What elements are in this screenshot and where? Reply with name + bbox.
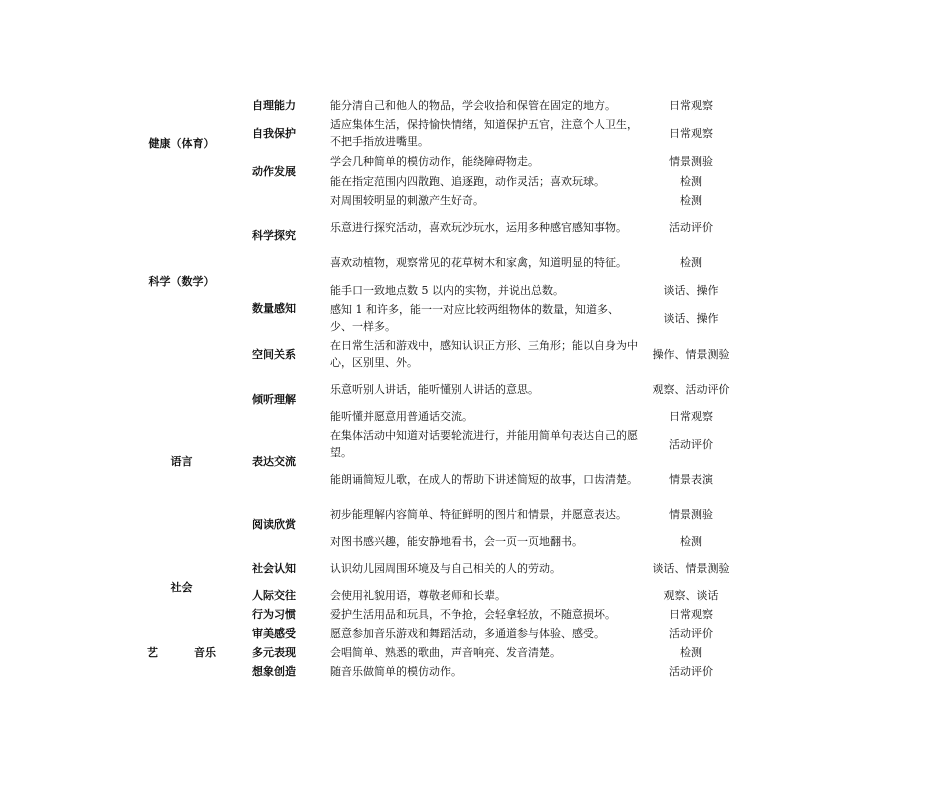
domain-cell [133,624,230,681]
method-cell: 日常观察 [669,98,713,112]
description-cell: 会唱简单、熟悉的歌曲，声音响亮、发音清楚。 [330,646,561,659]
subdomain-cell: 数量感知 [252,301,296,315]
method-cell: 检测 [680,194,702,207]
assessment-table [133,95,738,681]
method-cell: 日常观察 [669,410,713,423]
description-cell: 能手口一致地点数 5 以内的实物，并说出总数。 [330,283,564,297]
subdomain-cell: 倾听理解 [252,392,296,406]
subdomain-cell: 动作发展 [252,164,296,178]
description-cell: 能朗诵简短儿歌，在成人的帮助下讲述简短的故事，口齿清楚。 [330,473,638,486]
description-cell: 随音乐做简单的模仿动作。 [330,665,462,678]
table-row [133,551,738,586]
description-cell: 能在指定范围内四散跑、追逐跑，动作灵活；喜欢玩球。 [330,174,605,188]
description-cell: 喜欢动植物，观察常见的花草树木和家禽，知道明显的特征。 [330,256,627,269]
method-cell: 观察、活动评价 [652,383,730,396]
table-row [133,191,738,210]
subdomain-cell: 科学探究 [252,229,296,242]
description-cell: 感知 1 和许多，能一一对应比较两组物体的数量，知道多、少、一样多。 [330,303,619,333]
description-cell: 学会几种简单的模仿动作，能绕障碍物走。 [330,154,539,168]
subdomain-cell: 阅读欣赏 [252,517,296,531]
method-cell: 活动评价 [669,221,713,234]
subdomain-cell: 自我保护 [252,126,296,140]
subdomain-cell: 行为习惯 [252,608,296,621]
method-cell: 情景表演 [669,473,713,486]
description-cell: 乐意进行探究活动，喜欢玩沙玩水，运用多种感官感知事物。 [330,221,627,234]
subdomain-cell: 社会认知 [252,562,296,575]
method-cell: 检测 [680,256,702,269]
method-cell: 日常观察 [669,608,713,621]
subdomain-cell: 人际交往 [252,589,296,602]
method-cell: 观察、谈话 [663,589,719,602]
description-cell: 对周围较明显的刺激产生好奇。 [330,194,484,207]
domain-cell: 社会 [170,581,193,594]
table-row [133,372,738,407]
method-cell: 谈话、操作 [663,283,719,297]
method-cell: 情景测验 [669,154,713,168]
description-cell: 能分清自己和他人的物品，学会收拾和保管在固定的地方。 [330,98,616,112]
subdomain-cell: 空间关系 [252,347,296,361]
domain-music-label: 音乐 [194,646,216,659]
domain-cell: 语言 [170,455,193,468]
domain-cell: 科学（数学） [148,275,215,288]
description-cell: 适应集体生活，保持愉快情绪，知道保护五官，注意个人卫生，不把手指放进嘴里。 [330,118,638,148]
description-cell: 在集体活动中知道对话要轮流进行，并能用简单句表达自己的愿望。 [330,429,638,459]
subdomain-cell: 自理能力 [252,98,296,112]
method-cell: 活动评价 [669,437,713,451]
method-cell: 活动评价 [669,627,713,640]
description-cell: 愿意参加音乐游戏和舞蹈活动，多通道参与体验、感受。 [330,627,605,640]
table-row [133,95,738,115]
domain-art-split [133,644,230,661]
method-cell: 情景测验 [669,508,713,521]
description-cell: 会使用礼貌用语，尊敬老师和长辈。 [330,589,506,602]
subdomain-cell: 想象创造 [252,665,296,678]
table-row [133,624,738,643]
subdomain-cell: 表达交流 [252,455,296,468]
method-cell: 检测 [680,535,702,548]
description-cell: 对图书感兴趣，能安静地看书，会一页一页地翻书。 [330,535,583,548]
domain-cell: 健康（体育） [148,136,215,150]
method-cell: 谈话、情景测验 [652,562,730,575]
description-cell: 认识幼儿园周围环境及与自己相关的人的劳动。 [330,562,561,575]
method-cell: 谈话、操作 [663,311,719,325]
subdomain-cell: 审美感受 [252,627,296,640]
method-cell: 日常观察 [669,126,713,140]
description-cell: 初步能理解内容简单、特征鲜明的图片和情景，并愿意表达。 [330,508,627,521]
subdomain-cell: 多元表现 [252,646,296,659]
method-cell: 活动评价 [669,665,713,678]
method-cell: 检测 [680,174,702,188]
method-cell: 检测 [680,646,702,659]
method-cell: 操作、情景测验 [652,347,730,361]
description-cell: 能听懂并愿意用普通话交流。 [330,410,473,423]
description-cell: 爱护生活用品和玩具，不争抢，会轻拿轻放，不随意损坏。 [330,608,616,621]
domain-art-label: 艺 [147,646,158,659]
description-cell: 在日常生活和游戏中，感知认识正方形、三角形；能以自身为中心，区别里、外。 [330,339,638,369]
description-cell: 乐意听别人讲话，能听懂别人讲话的意思。 [330,383,539,396]
